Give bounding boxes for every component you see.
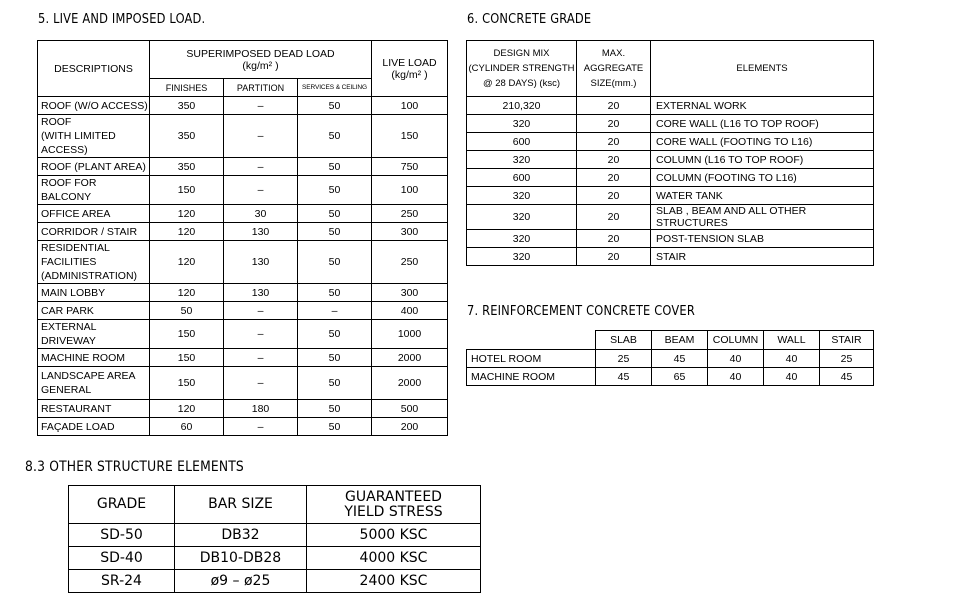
cover-value: 65 [652, 368, 708, 386]
bar-size-value: ø9 – ø25 [175, 570, 307, 593]
description-line: ROOF FOR BALCONY [41, 177, 97, 203]
header-agg-line1: MAX. [601, 48, 626, 59]
bar-size-value: DB10-DB28 [175, 547, 307, 570]
description-line: FAÇADE LOAD [41, 420, 115, 433]
element-name: STAIR [651, 248, 874, 266]
description-line: EXTERNAL DRIVEWAY [41, 321, 97, 347]
table-row [467, 187, 874, 205]
live-load-value: 250 [372, 241, 448, 284]
cover-value: 45 [596, 368, 652, 386]
design-mix-value: 320 [467, 205, 577, 230]
grade-value: SD-50 [69, 524, 175, 547]
design-mix-value: 600 [467, 169, 577, 187]
cover-column-header: STAIR [820, 331, 874, 350]
table-row [38, 320, 448, 349]
table-row [467, 115, 874, 133]
finishes-value: 120 [150, 400, 224, 418]
aggregate-size-value: 20 [577, 133, 651, 151]
section-7-title: 7. REINFORCEMENT CONCRETE COVER [467, 304, 695, 319]
design-mix-value: 320 [467, 115, 577, 133]
live-load-value: 200 [372, 418, 448, 436]
services-value: 50 [298, 115, 372, 158]
partition-value: – [224, 176, 298, 205]
table-row [69, 570, 481, 593]
table-row [38, 97, 448, 115]
header-bar-size: BAR SIZE [175, 486, 307, 524]
blank-corner [467, 331, 596, 350]
header-sidl-line2: (kg/m² ) [242, 59, 279, 72]
yield-stress-value: 4000 KSC [307, 547, 481, 570]
services-value: – [298, 302, 372, 320]
load-description [38, 400, 150, 418]
aggregate-size-value: 20 [577, 187, 651, 205]
description-line: ROOF [41, 116, 72, 128]
partition-value: – [224, 115, 298, 158]
finishes-value: 150 [150, 367, 224, 400]
table-row [467, 248, 874, 266]
design-mix-value: 320 [467, 187, 577, 205]
header-agg-line2: AGGREGATE [583, 63, 644, 74]
table-row [467, 368, 874, 386]
load-description [38, 284, 150, 302]
cover-row-label: HOTEL ROOM [467, 350, 596, 368]
description-line: RESTAURANT [41, 402, 112, 415]
yield-stress-value: 2400 KSC [307, 570, 481, 593]
description-line: RESIDENTIAL FACILITIES [41, 242, 110, 268]
element-name: COLUMN (L16 TO TOP ROOF) [651, 151, 874, 169]
table-row [69, 524, 481, 547]
description-line: LANDSCAPE AREA [41, 370, 136, 382]
load-description [38, 158, 150, 176]
live-load-value: 100 [372, 176, 448, 205]
partition-value: – [224, 418, 298, 436]
partition-value: 30 [224, 205, 298, 223]
element-name: EXTERNAL WORK [651, 97, 874, 115]
description-line: (ADMINISTRATION) [41, 270, 138, 282]
aggregate-size-value: 20 [577, 97, 651, 115]
load-description [38, 349, 150, 367]
concrete-cover-table [466, 330, 874, 386]
description-line: CAR PARK [41, 304, 94, 317]
services-value: 50 [298, 320, 372, 349]
partition-value: – [224, 302, 298, 320]
live-load-value: 2000 [372, 349, 448, 367]
description-line: CORRIDOR / STAIR [41, 225, 138, 238]
grade-value: SR-24 [69, 570, 175, 593]
partition-value: – [224, 349, 298, 367]
aggregate-size-value: 20 [577, 248, 651, 266]
table-row [38, 418, 448, 436]
table-row [467, 133, 874, 151]
element-name: WATER TANK [651, 187, 874, 205]
description-line: OFFICE AREA [41, 207, 111, 220]
cover-value: 40 [764, 350, 820, 368]
header-mix-line2: (CYLINDER STRENGTH [468, 63, 575, 74]
header-live-line1: LIVE LOAD [382, 56, 437, 69]
load-description [38, 97, 150, 115]
load-description [38, 115, 150, 158]
description-line: (WITH LIMITED ACCESS) [41, 130, 116, 156]
aggregate-size-value: 20 [577, 151, 651, 169]
table-row [38, 176, 448, 205]
cover-column-header: SLAB [596, 331, 652, 350]
element-name: POST-TENSION SLAB [651, 230, 874, 248]
design-mix-value: 600 [467, 133, 577, 151]
aggregate-size-value: 20 [577, 169, 651, 187]
yield-stress-value: 5000 KSC [307, 524, 481, 547]
live-load-value: 1000 [372, 320, 448, 349]
grade-value: SD-40 [69, 547, 175, 570]
finishes-value: 350 [150, 158, 224, 176]
header-aggregate [577, 41, 651, 97]
table-row [467, 151, 874, 169]
section-8-3-title: 8.3 OTHER STRUCTURE ELEMENTS [25, 459, 244, 475]
concrete-grade-table [466, 40, 874, 266]
live-load-value: 750 [372, 158, 448, 176]
services-value: 50 [298, 97, 372, 115]
element-name: COLUMN (FOOTING TO L16) [651, 169, 874, 187]
header-yield-stress [307, 486, 481, 524]
partition-value: – [224, 320, 298, 349]
element-name: CORE WALL (L16 TO TOP ROOF) [651, 115, 874, 133]
design-mix-value: 320 [467, 248, 577, 266]
load-description [38, 302, 150, 320]
finishes-value: 120 [150, 205, 224, 223]
services-value: 50 [298, 284, 372, 302]
bar-size-value: DB32 [175, 524, 307, 547]
finishes-value: 150 [150, 349, 224, 367]
element-name: CORE WALL (FOOTING TO L16) [651, 133, 874, 151]
live-load-value: 100 [372, 97, 448, 115]
live-load-value: 250 [372, 205, 448, 223]
header-grade: GRADE [69, 486, 175, 524]
header-finishes: FINISHES [150, 79, 224, 97]
table-row [38, 241, 448, 284]
cover-value: 40 [708, 350, 764, 368]
header-design-mix [467, 41, 577, 97]
aggregate-size-value: 20 [577, 115, 651, 133]
table-row [38, 302, 448, 320]
services-value: 50 [298, 367, 372, 400]
cover-column-header: BEAM [652, 331, 708, 350]
table-row [69, 547, 481, 570]
description-line: MACHINE ROOM [41, 351, 125, 364]
live-load-value: 300 [372, 223, 448, 241]
table-row [38, 284, 448, 302]
table-row [38, 205, 448, 223]
header-mix-line3: @ 28 DAYS) (ksc) [482, 78, 561, 89]
header-descriptions: DESCRIPTIONS [38, 41, 150, 97]
table-row [38, 400, 448, 418]
description-line: ROOF (PLANT AREA) [41, 160, 146, 173]
finishes-value: 150 [150, 320, 224, 349]
header-mix-line1: DESIGN MIX [493, 48, 550, 59]
services-value: 50 [298, 223, 372, 241]
description-line: MAIN LOBBY [41, 286, 106, 299]
live-load-value: 500 [372, 400, 448, 418]
finishes-value: 120 [150, 223, 224, 241]
services-value: 50 [298, 176, 372, 205]
description-line: ROOF (W/O ACCESS) [41, 99, 148, 112]
finishes-value: 120 [150, 284, 224, 302]
load-description [38, 418, 150, 436]
partition-value: – [224, 97, 298, 115]
load-description [38, 241, 150, 284]
cover-column-header: WALL [764, 331, 820, 350]
cover-value: 40 [764, 368, 820, 386]
section-6-title: 6. CONCRETE GRADE [467, 12, 592, 27]
header-sidl-line1: SUPERIMPOSED DEAD LOAD [186, 47, 335, 60]
live-load-value: 300 [372, 284, 448, 302]
table-row [467, 230, 874, 248]
table-row [467, 97, 874, 115]
table-row [38, 223, 448, 241]
header-live-load [372, 41, 448, 97]
cover-value: 25 [820, 350, 874, 368]
live-load-value: 2000 [372, 367, 448, 400]
live-load-value: 150 [372, 115, 448, 158]
aggregate-size-value: 20 [577, 205, 651, 230]
finishes-value: 150 [150, 176, 224, 205]
table-row [467, 169, 874, 187]
table-row [38, 367, 448, 400]
services-value: 50 [298, 241, 372, 284]
table-row [38, 115, 448, 158]
table-row [467, 350, 874, 368]
partition-value: – [224, 367, 298, 400]
header-yield-line2: YIELD STRESS [344, 503, 443, 520]
header-elements: ELEMENTS [651, 41, 874, 97]
services-value: 50 [298, 205, 372, 223]
cover-value: 45 [820, 368, 874, 386]
cover-value: 40 [708, 368, 764, 386]
aggregate-size-value: 20 [577, 230, 651, 248]
partition-value: 180 [224, 400, 298, 418]
partition-value: 130 [224, 284, 298, 302]
header-yield-line1: GUARANTEED [345, 488, 442, 505]
finishes-value: 60 [150, 418, 224, 436]
header-sidl [150, 41, 372, 79]
partition-value: – [224, 158, 298, 176]
partition-value: 130 [224, 223, 298, 241]
live-imposed-load-table [37, 40, 448, 436]
finishes-value: 350 [150, 115, 224, 158]
table-row [38, 158, 448, 176]
table-row [38, 349, 448, 367]
header-live-line2: (kg/m² ) [391, 68, 428, 81]
section-5-title: 5. LIVE AND IMPOSED LOAD. [38, 12, 206, 27]
cover-value: 25 [596, 350, 652, 368]
finishes-value: 50 [150, 302, 224, 320]
load-description [38, 320, 150, 349]
element-name: SLAB , BEAM AND ALL OTHER STRUCTURES [651, 205, 874, 230]
description-line: GENERAL [41, 384, 92, 396]
load-description [38, 205, 150, 223]
table-row [467, 205, 874, 230]
cover-column-header: COLUMN [708, 331, 764, 350]
partition-value: 130 [224, 241, 298, 284]
cover-value: 45 [652, 350, 708, 368]
cover-row-label: MACHINE ROOM [467, 368, 596, 386]
live-load-value: 400 [372, 302, 448, 320]
design-mix-value: 320 [467, 151, 577, 169]
header-partition: PARTITION [224, 79, 298, 97]
load-description [38, 176, 150, 205]
services-value: 50 [298, 158, 372, 176]
header-services: SERVICES & CEILING [298, 79, 372, 97]
load-description [38, 367, 150, 400]
services-value: 50 [298, 418, 372, 436]
header-agg-line3: SIZE(mm.) [590, 78, 637, 89]
design-mix-value: 320 [467, 230, 577, 248]
other-structure-elements-table [68, 485, 481, 593]
finishes-value: 350 [150, 97, 224, 115]
services-value: 50 [298, 349, 372, 367]
finishes-value: 120 [150, 241, 224, 284]
services-value: 50 [298, 400, 372, 418]
load-description [38, 223, 150, 241]
design-mix-value: 210,320 [467, 97, 577, 115]
